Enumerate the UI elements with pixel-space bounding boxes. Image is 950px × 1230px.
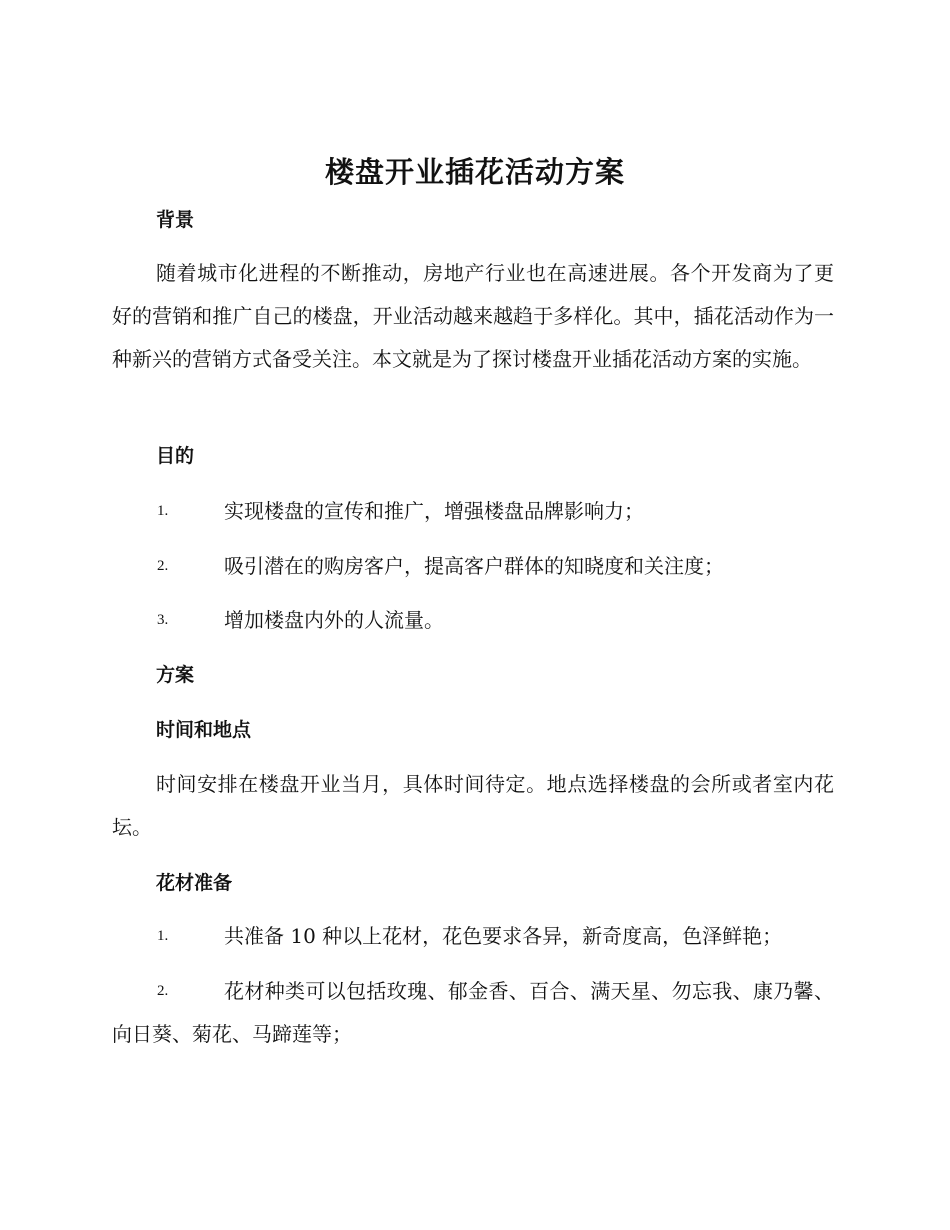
list-item-text: 共准备 10 种以上花材，花色要求各异，新奇度高，色泽鲜艳； — [224, 924, 783, 948]
purpose-item-2 — [112, 545, 834, 588]
document-title: 楼盘开业插花活动方案 — [324, 155, 625, 189]
list-number: 1. — [157, 928, 169, 944]
time-place-paragraph: 时间安排在楼盘开业当月，具体时间待定。地点选择楼盘的会所或者室内花坛。 — [112, 772, 834, 839]
heading-plan: 方案 — [156, 664, 195, 686]
list-item-text: 增加楼盘内外的人流量。 — [224, 608, 444, 632]
list-item-text: 花材种类可以包括玫瑰、郁金香、百合、满天星、勿忘我、康乃馨、向日葵、菊花、马蹄莲等； — [112, 979, 834, 1046]
purpose-item-1 — [112, 490, 834, 533]
list-item-text: 吸引潜在的购房客户，提高客户群体的知晓度和关注度； — [224, 554, 724, 578]
list-number: 1. — [157, 503, 169, 519]
list-number: 2. — [157, 983, 169, 999]
heading-background: 背景 — [156, 209, 195, 231]
list-item-text: 实现楼盘的宣传和推广，增强楼盘品牌影响力； — [224, 499, 644, 523]
background-paragraph: 随着城市化进程的不断推动，房地产行业也在高速进展。各个开发商为了更好的营销和推广自己的楼盘，开业活动越来越趋于多样化。其中，插花活动作为一种新兴的营销方式备受关注。本文就是为了探讨楼盘开业插花活动方案的实施。 — [112, 261, 834, 371]
list-number: 2. — [157, 558, 169, 574]
materials-item-1 — [112, 915, 834, 958]
list-number: 3. — [157, 612, 169, 628]
materials-item-2 — [112, 970, 834, 1056]
purpose-item-3 — [112, 599, 834, 642]
heading-materials: 花材准备 — [156, 872, 233, 894]
heading-time-place: 时间和地点 — [156, 719, 252, 741]
heading-purpose: 目的 — [156, 445, 195, 467]
